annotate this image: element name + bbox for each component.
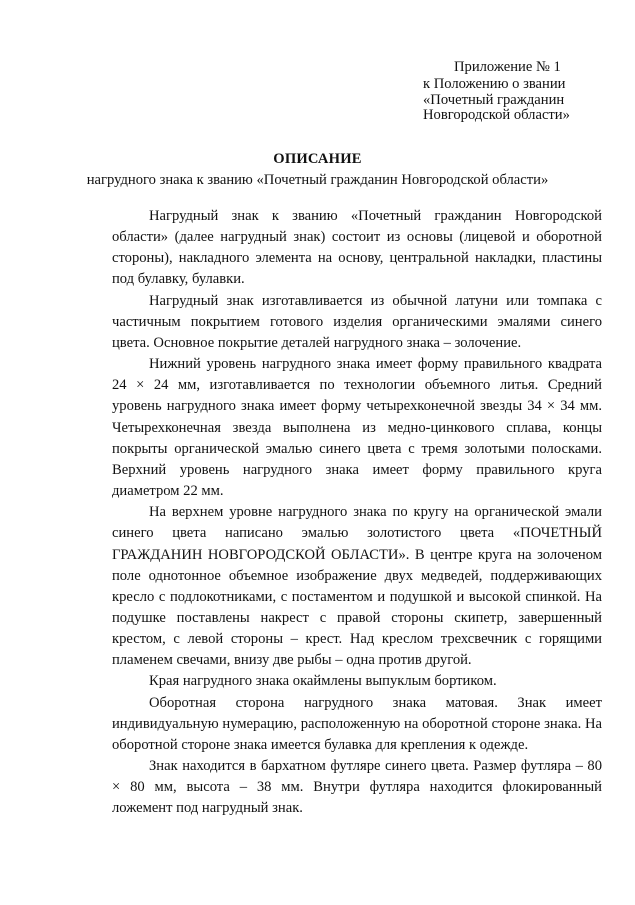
document-body [112,206,602,820]
appendix-number: Приложение № 1 [454,59,561,75]
paragraph: Нижний уровень нагрудного знака имеет форму правильного квадрата 24 × 24 мм, изготавливается по технологии объемного литья. Средний уровень нагрудного знака имеет форму четырехконечной звезды 34 × 34 мм. Четырехконечная звезда выполнена из медно-цинкового сплава, концы покрыты органической эмалью синего цвета с тремя золотыми полосками. Верхний уровень нагрудного знака имеет форму правильного круга диаметром 22 мм. [112,356,602,500]
document-title: ОПИСАНИЕ [273,151,362,167]
paragraph: Края нагрудного знака окаймлены выпуклым бортиком. [149,673,497,690]
document-subtitle: нагрудного знака к званию «Почетный гражданин Новгородской области» [86,172,549,188]
paragraph: На верхнем уровне нагрудного знака по кругу на органической эмали синего цвета написано эмалью золотистого цвета «ПОЧЕТНЫЙ ГРАЖДАНИН НОВГОРОДСКОЙ ОБЛАСТИ». В центре круга на золоченом поле однотонное объемное изображение двух медведей, поддерживающих кресло с подлокотниками, с постаментом и подушкой и высокой спинкой. На подушке поставлены накрест с правой стороны скипетр, завершенный крестом, с левой стороны – крест. Над креслом трехсвечник с горящими пламенем свечами, внизу две рыбы – одна против другой. [112,504,602,669]
paragraph: Нагрудный знак к званию «Почетный гражданин Новгородской области» (далее нагрудный знак) состоит из основы (лицевой и оборотной стороны), накладного элемента на основу, центральной накладки, пластины под булавку, булавки. [112,208,602,288]
appendix-line: «Почетный гражданин [423,91,565,108]
paragraph: Нагрудный знак изготавливается из обычной латуни или томпака с частичным покрытием готового изделия органическими эмалями синего цвета. Основное покрытие деталей нагрудного знака – золочение. [112,292,602,351]
paragraph: Знак находится в бархатном футляре синего цвета. Размер футляра – 80 × 80 мм, высота – 38 мм. Внутри футляра находится флокированный ложемент под нагрудный знак. [112,758,602,817]
appendix-line: Новгородской области» [423,106,570,123]
paragraph: Оборотная сторона нагрудного знака матовая. Знак имеет индивидуальную нумерацию, расположенную на оборотной стороне знака. На оборотной стороне знака имеется булавка для крепления к одежде. [112,694,602,753]
appendix-line: к Положению о звании [423,76,566,93]
appendix-header [423,60,623,123]
